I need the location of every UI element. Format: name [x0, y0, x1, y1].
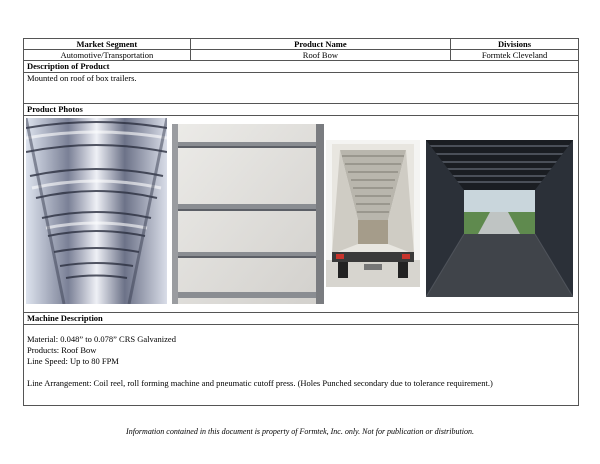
product-name-value: Roof Bow	[190, 50, 450, 61]
line-speed-line: Line Speed: Up to 80 FPM	[27, 356, 119, 366]
market-segment-value: Automotive/Transportation	[24, 50, 190, 61]
divisions-value: Formtek Cleveland	[451, 50, 578, 61]
photos-title: Product Photos	[24, 104, 578, 116]
product-sheet	[23, 38, 579, 406]
product-photos	[24, 116, 578, 313]
description-text: Mounted on roof of box trailers.	[24, 73, 578, 104]
header-table	[24, 39, 578, 61]
machine-title: Machine Description	[24, 313, 578, 325]
product-name-header: Product Name	[190, 39, 450, 50]
spacer	[27, 367, 578, 378]
line-arrangement-line: Line Arrangement: Coil reel, roll forming machine and pneumatic cutoff press. (Holes Punched secondary due to tolerance requirement.)	[27, 378, 493, 388]
photo-roof-bow-panels	[172, 124, 324, 304]
material-line: Material: 0.048” to 0.078” CRS Galvanized	[27, 334, 176, 344]
photo-trailer-roof-bows-chrome	[26, 118, 167, 304]
photo-trailer-interior-view	[426, 140, 573, 297]
description-title: Description of Product	[24, 61, 578, 73]
products-line: Products: Roof Bow	[27, 345, 97, 355]
confidentiality-footer: Information contained in this document is property of Formtek, Inc. only. Not for publication or distribution.	[126, 427, 474, 436]
machine-description	[24, 325, 578, 405]
divisions-header: Divisions	[451, 39, 578, 50]
photo-trailer-rear-open	[326, 140, 420, 287]
market-segment-header: Market Segment	[24, 39, 190, 50]
